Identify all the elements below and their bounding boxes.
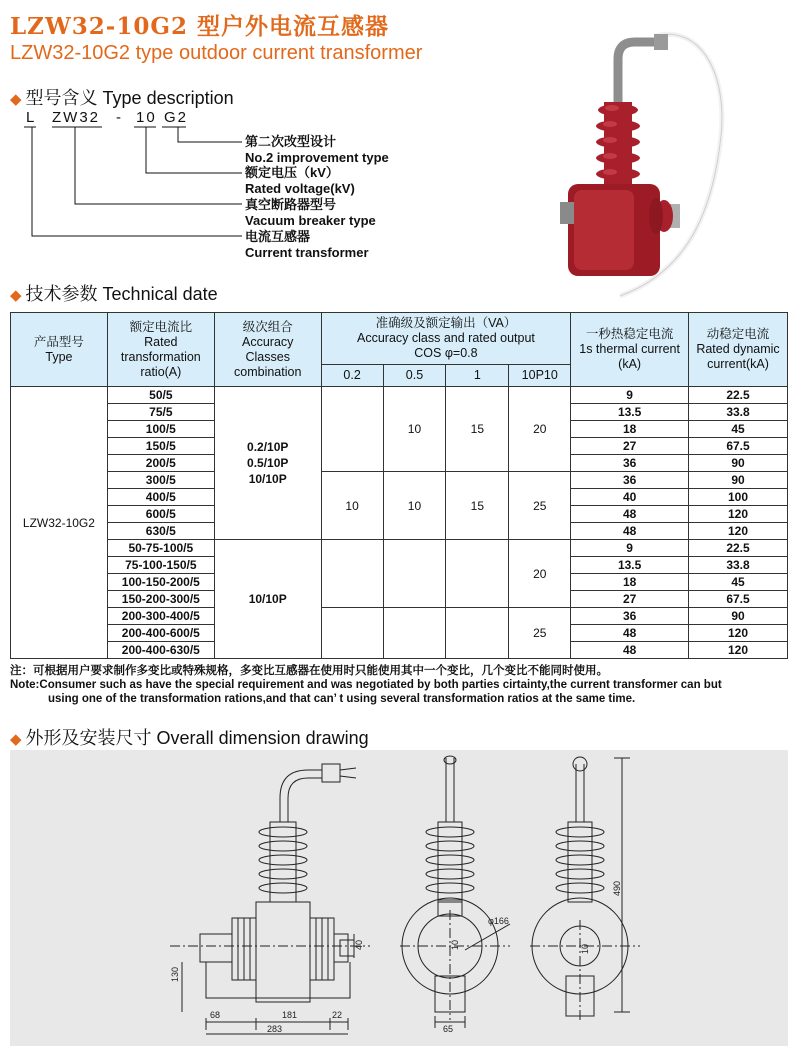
header-acc-05: 0.5 — [383, 365, 446, 387]
dynamic-cell: 120 — [689, 506, 788, 523]
thermal-cell: 27 — [571, 438, 689, 455]
classes-cell: 0.2/10P 0.5/10P 10/10P — [214, 387, 321, 540]
header-ratio: 额定电流比 Rated transformation ratio(A) — [107, 313, 214, 387]
header-thermal: 一秒热稳定电流 1s thermal current (kA) — [571, 313, 689, 387]
dynamic-cell: 45 — [689, 574, 788, 591]
table-row — [11, 387, 788, 404]
dynamic-cell: 22.5 — [689, 540, 788, 557]
dynamic-cell: 120 — [689, 642, 788, 659]
dimension-drawing-svg — [10, 750, 788, 1046]
table-row — [11, 608, 788, 625]
code-part-10: 10 — [136, 109, 157, 126]
code-part-zw32: ZW32 — [52, 109, 101, 126]
dim-10-a: 10 — [450, 939, 460, 950]
diamond-icon: ◆ — [10, 91, 22, 108]
thermal-cell: 9 — [571, 540, 689, 557]
header-classes: 级次组合 Accuracy Classes combination — [214, 313, 321, 387]
thermal-cell: 48 — [571, 506, 689, 523]
ratio-cell: 400/5 — [107, 489, 214, 506]
dim-68: 68 — [210, 1010, 221, 1020]
dynamic-cell: 120 — [689, 523, 788, 540]
diamond-icon: ◆ — [10, 287, 22, 304]
classes-cell: 10/10P — [214, 540, 321, 659]
thermal-cell: 36 — [571, 472, 689, 489]
ratio-cell: 630/5 — [107, 523, 214, 540]
dim-65: 65 — [443, 1024, 454, 1034]
header-acc-02: 0.2 — [321, 365, 383, 387]
dim-181: 181 — [282, 1010, 298, 1020]
thermal-cell: 13.5 — [571, 557, 689, 574]
table-row — [11, 472, 788, 489]
thermal-cell: 40 — [571, 489, 689, 506]
note-en-1: Note:Consumer such as have the special requirement and was negotiated by both parties cirtainty,the current transformer can but — [10, 679, 722, 691]
thermal-cell: 27 — [571, 591, 689, 608]
acc-1-cell — [446, 608, 509, 659]
ratio-cell: 150-200-300/5 — [107, 591, 214, 608]
ratio-cell: 50/5 — [107, 387, 214, 404]
type-item-3: 真空断路器型号 Vacuum breaker type — [245, 197, 376, 228]
header-dynamic: 动稳定电流 Rated dynamic current(kA) — [689, 313, 788, 387]
dynamic-cell: 90 — [689, 608, 788, 625]
acc-1-cell: 15 — [446, 472, 509, 540]
ratio-cell: 50-75-100/5 — [107, 540, 214, 557]
code-part-g2: G2 — [164, 109, 189, 126]
header-acc-1: 1 — [446, 365, 509, 387]
dim-130: 130 — [170, 966, 180, 982]
acc-05-cell — [383, 608, 446, 659]
dynamic-cell: 33.8 — [689, 557, 788, 574]
header-acc-10p10: 10P10 — [509, 365, 571, 387]
dim-22: 22 — [332, 1010, 343, 1020]
dynamic-cell: 22.5 — [689, 387, 788, 404]
header-type: 产品型号 Type — [11, 313, 108, 387]
thermal-cell: 48 — [571, 625, 689, 642]
ratio-cell: 600/5 — [107, 506, 214, 523]
acc-10p-cell: 20 — [509, 540, 571, 608]
dynamic-cell: 45 — [689, 421, 788, 438]
acc-05-cell — [383, 540, 446, 608]
header-accuracy: 准确级及额定输出（VA） Accuracy class and rated output COS φ=0.8 — [321, 313, 571, 365]
dynamic-cell: 100 — [689, 489, 788, 506]
acc-05-cell: 10 — [383, 387, 446, 472]
ratio-cell: 150/5 — [107, 438, 214, 455]
ratio-cell: 100-150-200/5 — [107, 574, 214, 591]
dynamic-cell: 90 — [689, 472, 788, 489]
dynamic-cell: 90 — [689, 455, 788, 472]
table-row — [11, 540, 788, 557]
acc-02-cell: 10 — [321, 472, 383, 540]
acc-1-cell: 15 — [446, 387, 509, 472]
ratio-cell: 200/5 — [107, 455, 214, 472]
acc-05-cell: 10 — [383, 472, 446, 540]
dimension-drawing — [10, 750, 788, 1046]
type-description-heading: ◆ 型号含义 Type description — [10, 88, 234, 108]
ratio-cell: 200-300-400/5 — [107, 608, 214, 625]
thermal-cell: 36 — [571, 608, 689, 625]
dimension-heading: ◆ 外形及安装尺寸 Overall dimension drawing — [10, 728, 369, 748]
product-photo — [560, 14, 790, 304]
code-part-dash: - — [116, 109, 121, 126]
type-item-1: 第二次改型设计 No.2 improvement type — [245, 134, 389, 165]
dim-283: 283 — [267, 1024, 283, 1034]
dynamic-cell: 33.8 — [689, 404, 788, 421]
ratio-cell: 200-400-630/5 — [107, 642, 214, 659]
acc-02-cell — [321, 387, 383, 472]
ratio-cell: 200-400-600/5 — [107, 625, 214, 642]
thermal-cell: 9 — [571, 387, 689, 404]
thermal-cell: 48 — [571, 523, 689, 540]
code-part-l: L — [26, 109, 35, 126]
acc-1-cell — [446, 540, 509, 608]
page-title-en: LZW32-10G2 type outdoor current transformer — [10, 42, 423, 64]
dynamic-cell: 120 — [689, 625, 788, 642]
page-title-cn: LZW32-10G2 型户外电流互感器 — [10, 13, 390, 40]
dim-40: 40 — [354, 939, 364, 950]
acc-02-cell — [321, 608, 383, 659]
acc-10p-cell: 25 — [509, 608, 571, 659]
ratio-cell: 300/5 — [107, 472, 214, 489]
ratio-cell: 75/5 — [107, 404, 214, 421]
acc-02-cell — [321, 540, 383, 608]
thermal-cell: 18 — [571, 574, 689, 591]
dim-10-b: 10 — [580, 943, 590, 954]
ratio-cell: 75-100-150/5 — [107, 557, 214, 574]
dynamic-cell: 67.5 — [689, 591, 788, 608]
thermal-cell: 13.5 — [571, 404, 689, 421]
dim-490: 490 — [612, 880, 622, 896]
acc-10p-cell: 25 — [509, 472, 571, 540]
note-cn: 注：可根据用户要求制作多变比或特殊规格，多变比互感器在使用时只能使用其中一个变比，几个变比不能同时使用。 — [10, 665, 608, 677]
type-cell: LZW32-10G2 — [11, 387, 108, 659]
type-item-4: 电流互感器 Current transformer — [245, 229, 369, 260]
thermal-cell: 18 — [571, 421, 689, 438]
thermal-cell: 48 — [571, 642, 689, 659]
type-item-2: 额定电压（kV） Rated voltage(kV) — [245, 165, 355, 196]
dim-166: φ166 — [488, 916, 509, 926]
technical-heading: ◆ 技术参数 Technical date — [10, 284, 218, 304]
code-leader-lines — [0, 0, 260, 245]
diamond-icon: ◆ — [10, 731, 22, 748]
note-en-2: using one of the transformation rations,and that can’ t using several transformation ratios at the same time. — [48, 693, 636, 705]
acc-10p-cell: 20 — [509, 387, 571, 472]
ratio-cell: 100/5 — [107, 421, 214, 438]
dynamic-cell: 67.5 — [689, 438, 788, 455]
spec-table — [10, 312, 788, 659]
thermal-cell: 36 — [571, 455, 689, 472]
